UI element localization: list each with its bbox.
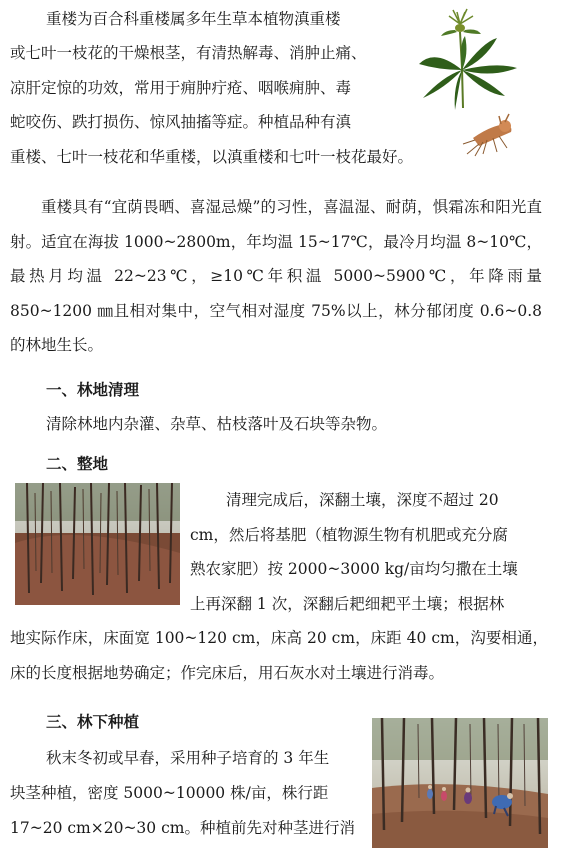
intro-line-1: 重楼为百合科重楼属多年生草本植物滇重楼 bbox=[46, 10, 341, 28]
flower-icon bbox=[441, 9, 481, 36]
soil-prep-line-4: 上再深翻 1 次，深翻后耙细耙平土壤；根据林 bbox=[190, 595, 505, 613]
soil-prep-line-5: 地实际作床，床面宽 100~120 cm，床高 20 cm，床距 40 cm，沟要相通，床的长度根据地势确定；作完床后，用石灰水对土壤进行消毒。 bbox=[10, 629, 548, 682]
leaf-whorl bbox=[419, 36, 517, 110]
soil-prep-line-1: 清理完成后，深翻土壤，深度不超过 20 bbox=[226, 491, 499, 509]
habit-paragraph: 重楼具有“宜荫畏晒、喜湿忌燥”的习性，喜温湿、耐荫，惧霜冻和阳光直射。适宜在海拔 1000~2800m，年均温 15~17℃，最冷月均温 8~10℃，最热月均温 22~23℃，≥10℃年积温 5000~5900℃，年降雨量 850~1200 ㎜且相对集中，空气相对湿度 75%以上，林分郁闭度 0.6~0.8 的林地生长。 bbox=[10, 198, 542, 354]
section-heading-soil-prep: 二、整地 bbox=[46, 455, 109, 473]
planting-line-2: 块茎种植，密度 5000~10000 株/亩，株行距 bbox=[10, 784, 329, 802]
planting-line-1: 秋末冬初或早春，采用种子培育的 3 年生 bbox=[46, 749, 330, 767]
land-clearing-text: 清除林地内杂灌、杂草、枯枝落叶及石块等杂物。 bbox=[46, 415, 388, 433]
intro-line-2: 或七叶一枝花的干燥根茎，有清热解毒、消肿止痛、 bbox=[10, 44, 367, 62]
soil-prep-line-2: cm，然后将基肥（植物源生物有机肥或充分腐 bbox=[190, 526, 508, 544]
intro-line-3: 凉肝定惊的功效，常用于痈肿疔疮、咽喉痈肿、毒 bbox=[10, 79, 352, 97]
intro-line-4: 蛇咬伤、跌打损伤、惊风抽搐等症。种植品种有滇 bbox=[10, 113, 352, 131]
forest-planting-photo bbox=[372, 718, 548, 848]
pine-forest-photo bbox=[15, 483, 180, 605]
planting-line-3: 17~20 cm×20~30 cm。种植前先对种茎进行消 bbox=[10, 819, 355, 837]
intro-line-5: 重楼、七叶一枝花和华重楼，以滇重楼和七叶一枝花最好。 bbox=[10, 148, 414, 166]
rhizome bbox=[463, 114, 511, 156]
soil-prep-line-3: 熟农家肥）按 2000~3000 kg/亩均匀撒在土壤 bbox=[190, 560, 518, 578]
section-heading-land-clearing: 一、林地清理 bbox=[46, 381, 140, 399]
paris-plant-illustration bbox=[405, 8, 527, 158]
section-heading-planting: 三、林下种植 bbox=[46, 713, 140, 731]
